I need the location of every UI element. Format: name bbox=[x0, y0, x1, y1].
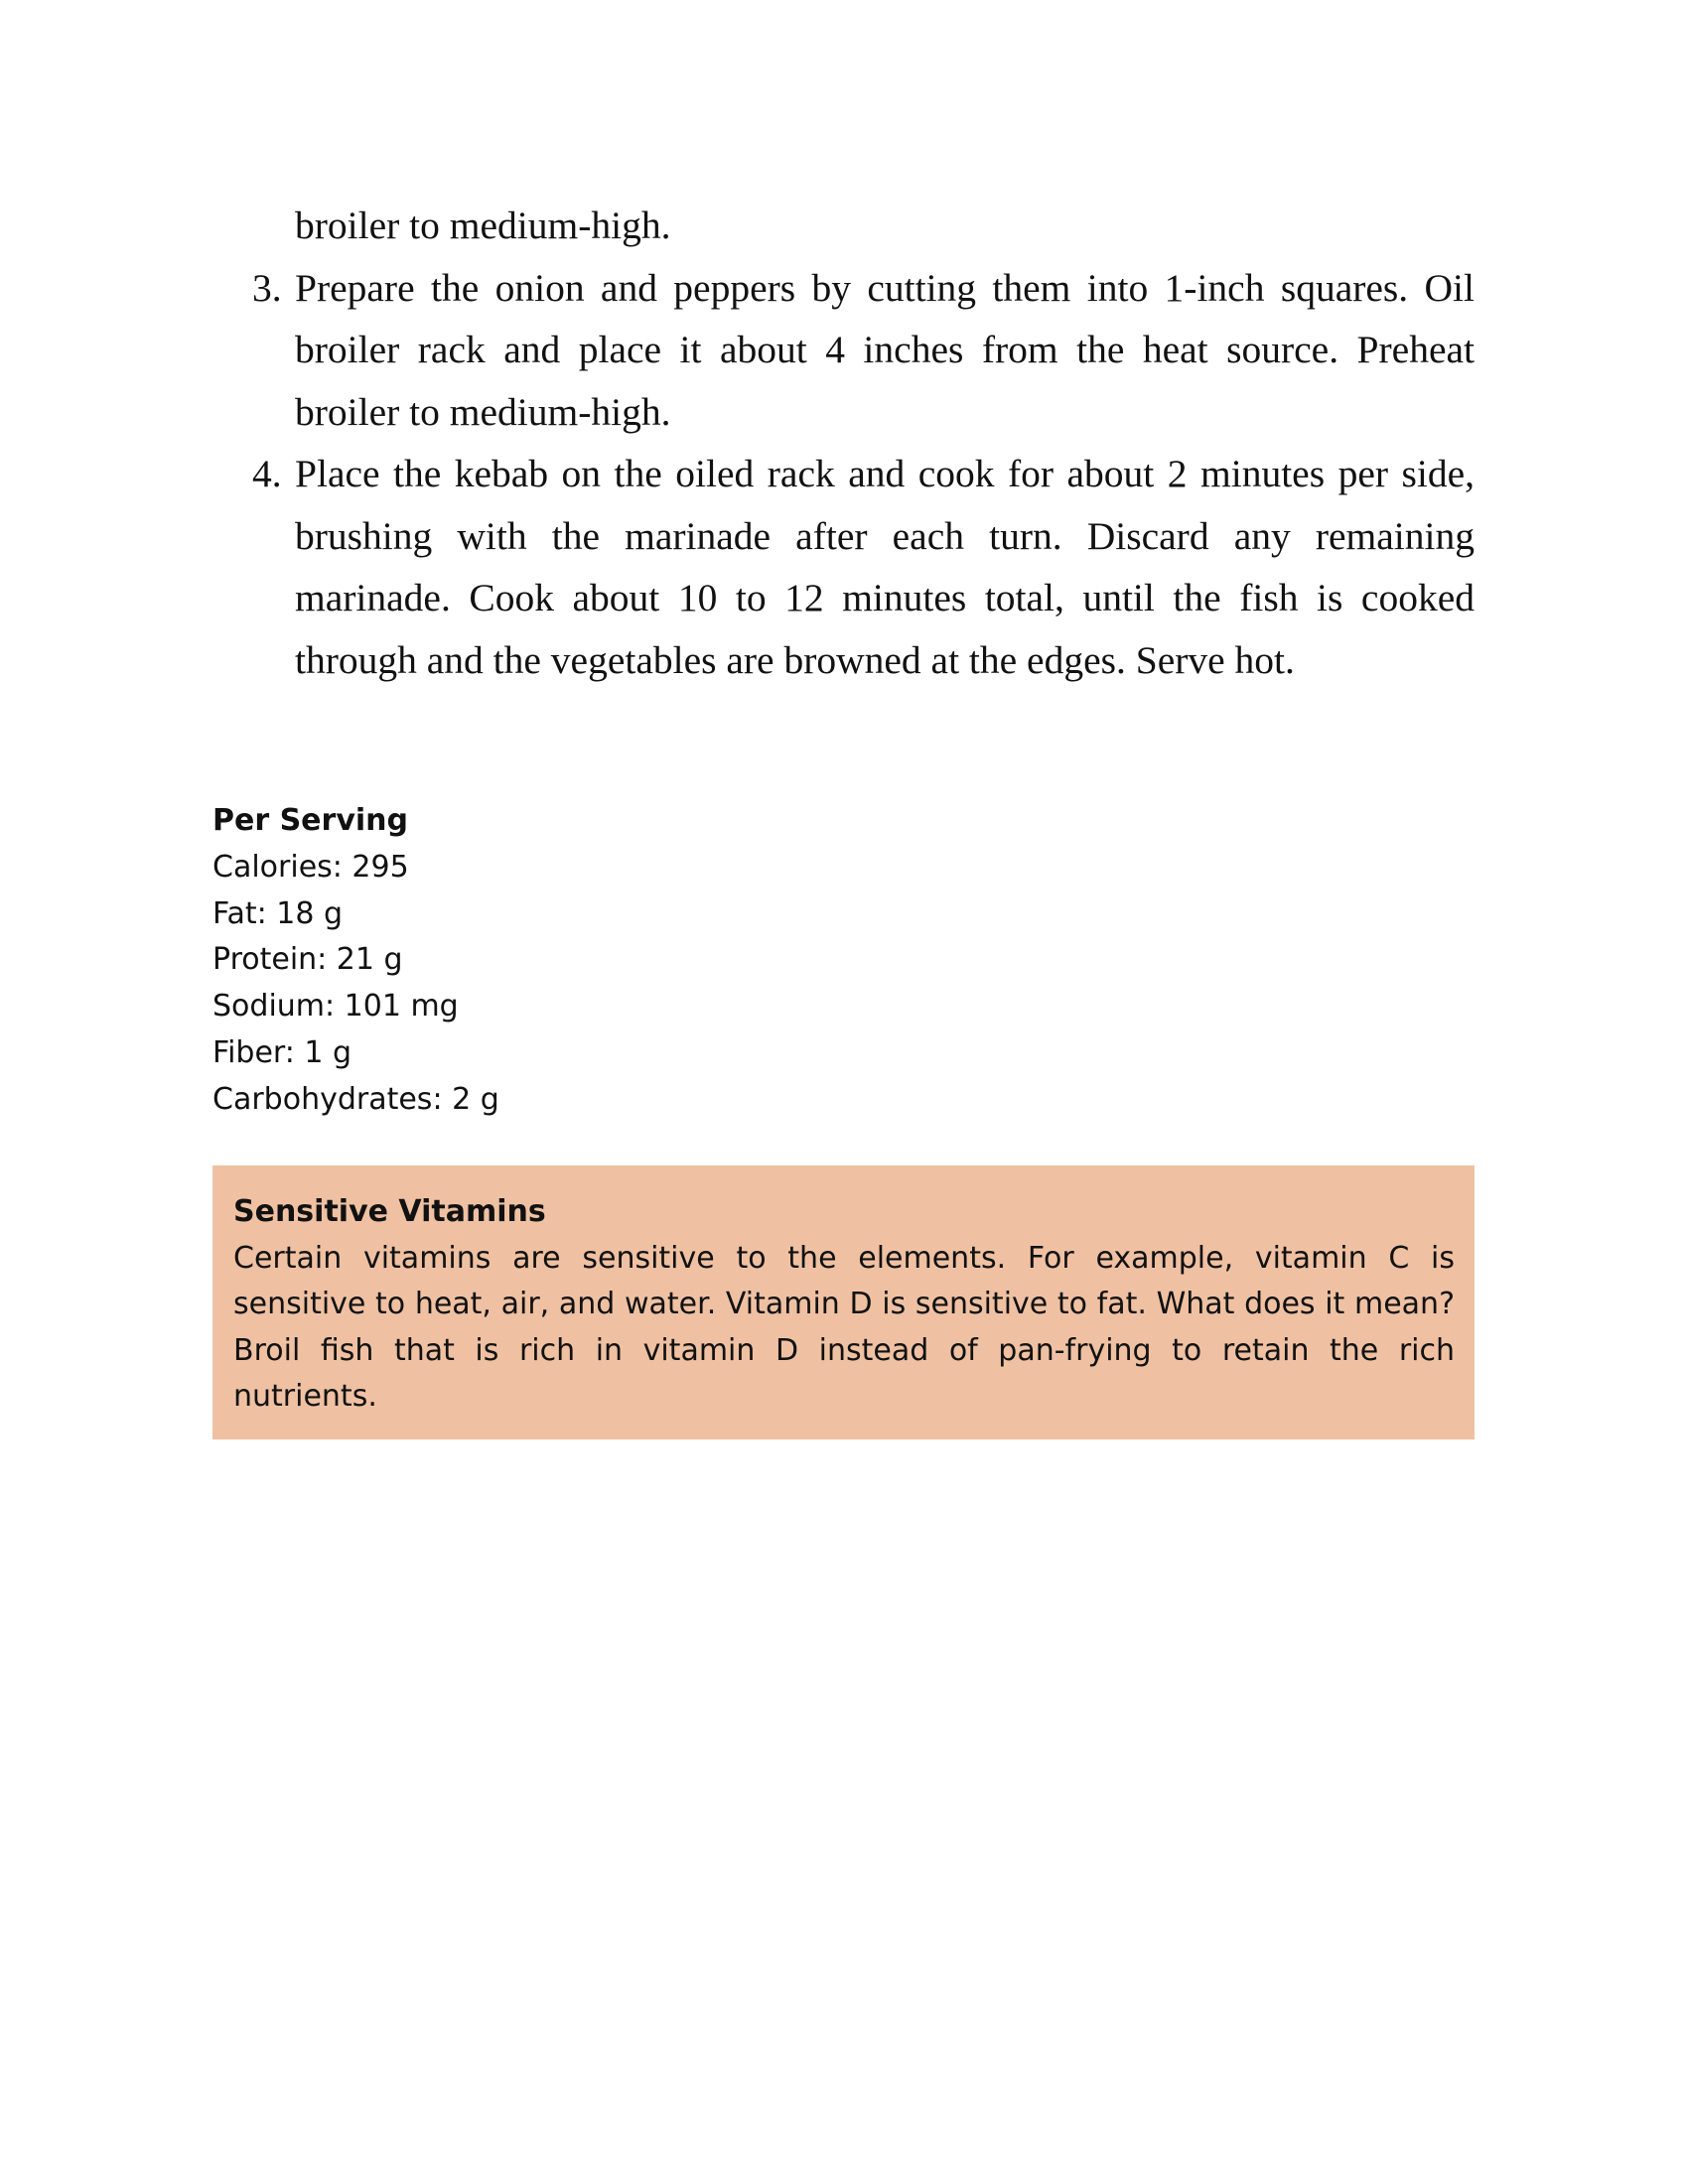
step-text: Place the kebab on the oiled rack and cook for about 2 minutes per side, brushing with the marinade after each turn. Discard any remaining marinade. Cook about 10 to 12 minutes total, until the fish is cooked through and the vegetables are browned at the edges. Serve hot. bbox=[295, 452, 1475, 682]
nutrition-item: Sodium: 101 mg bbox=[212, 989, 459, 1024]
recipe-step bbox=[212, 257, 1475, 444]
nutrition-facts bbox=[212, 798, 499, 1124]
nutrition-item: Calories: 295 bbox=[212, 849, 409, 885]
nutrition-item: Fiber: 1 g bbox=[212, 1034, 352, 1070]
step-text: Prepare the onion and peppers by cutting them into 1-inch squares. Oil broiler rack and place it about 4 inches from the heat source. Preheat broiler to medium-high. bbox=[295, 265, 1475, 434]
nutrition-item: Fat: 18 g bbox=[212, 895, 344, 931]
recipe-step bbox=[212, 443, 1475, 691]
sidebar-title: Sensitive Vitamins bbox=[233, 1194, 546, 1229]
step-number: 3. bbox=[252, 265, 282, 310]
nutrition-heading: Per Serving bbox=[212, 803, 408, 838]
nutrition-item: Protein: 21 g bbox=[212, 942, 403, 978]
tip-sidebar bbox=[212, 1165, 1475, 1439]
step-continuation: broiler to medium-high. bbox=[295, 204, 671, 247]
nutrition-item: Carbohydrates: 2 g bbox=[212, 1081, 499, 1117]
recipe-steps bbox=[212, 195, 1475, 691]
sidebar-body: Certain vitamins are sensitive to the elements. For example, vitamin C is sensitive to heat, air, and water. Vitamin D is sensitive to fat. What does it mean? Broil fish that is rich in vitamin D instead of pan-frying to retain the rich nutrients. bbox=[233, 1240, 1455, 1414]
step-number: 4. bbox=[252, 452, 282, 495]
